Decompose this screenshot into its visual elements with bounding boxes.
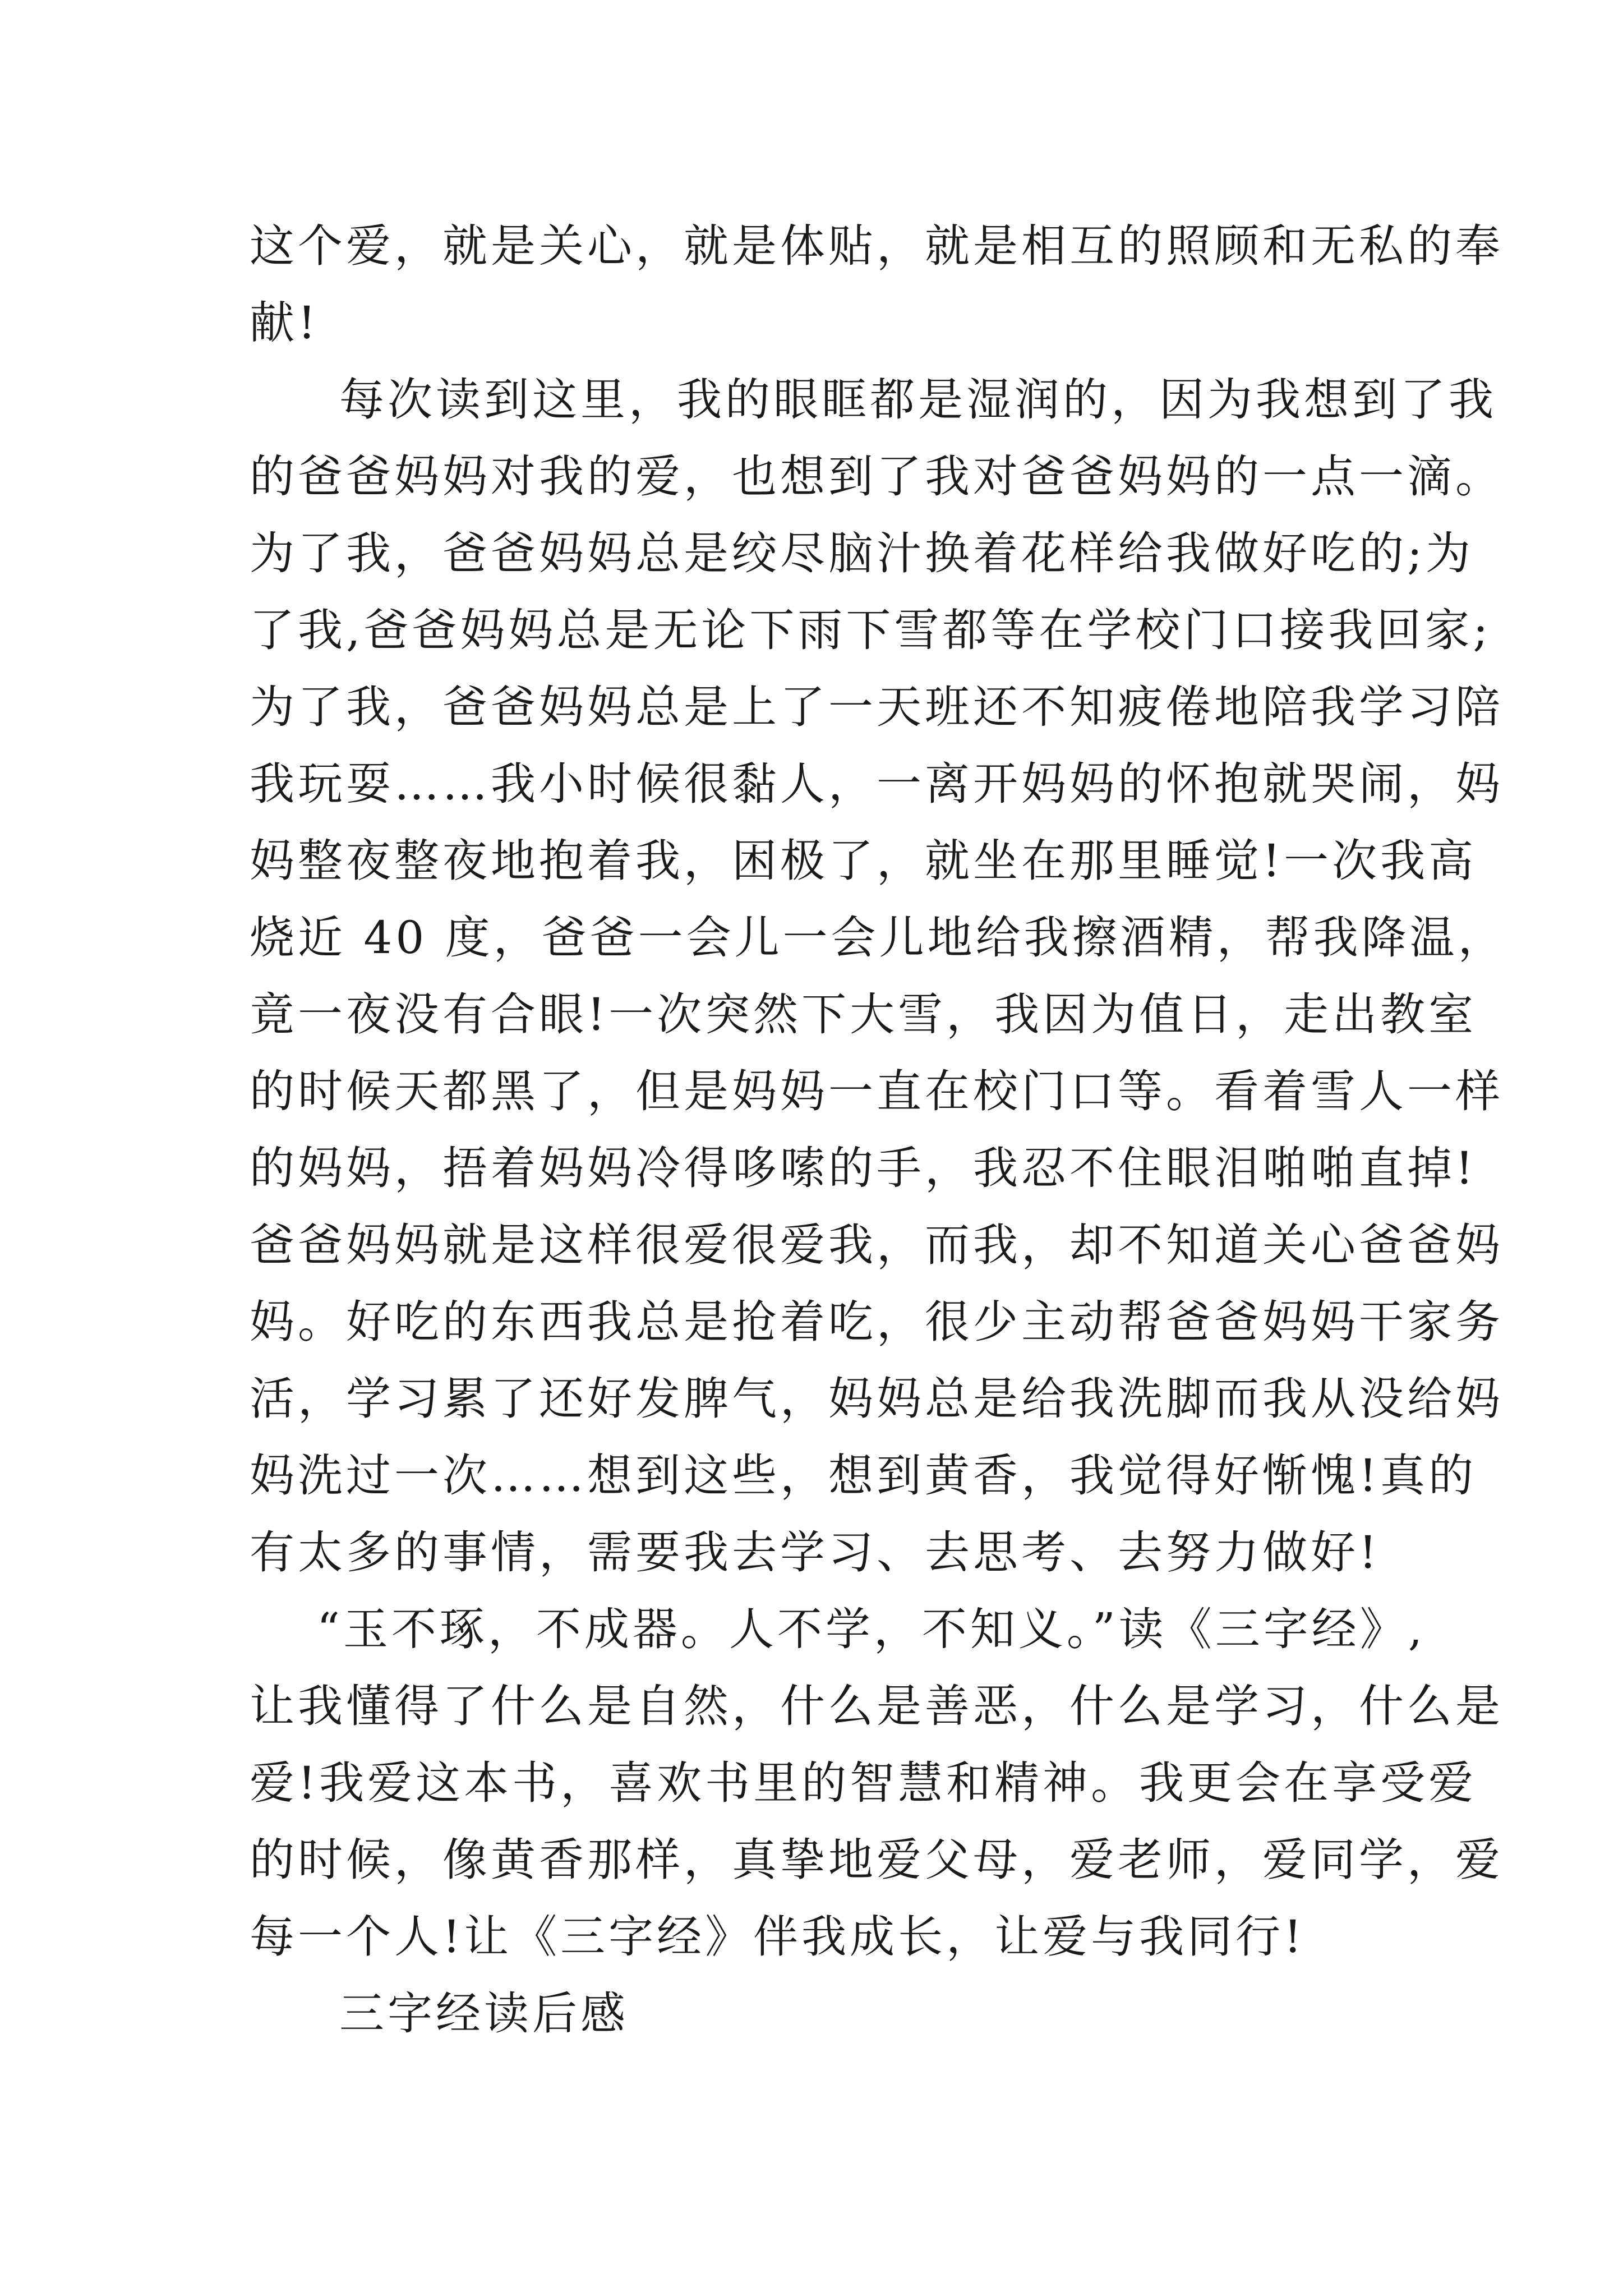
text-line: 妈洗过一次……想到这些，想到黄香，我觉得好惭愧!真的 <box>250 1450 1477 1502</box>
text-line: 妈整夜整夜地抱着我，困极了，就坐在那里睡觉!一次我高 <box>250 835 1477 887</box>
text-line: 活，学习累了还好发脾气，妈妈总是给我洗脚而我从没给妈 <box>250 1373 1504 1425</box>
text-line: 我玩耍……我小时候很黏人，一离开妈妈的怀抱就哭闹，妈 <box>250 758 1504 810</box>
text-line: 竟一夜没有合眼!一次突然下大雪，我因为值日，走出教室 <box>250 988 1477 1041</box>
text-line: 爱!我爱这本书，喜欢书里的智慧和精神。我更会在享受爱 <box>250 1757 1477 1809</box>
text-line: 的妈妈，捂着妈妈冷得哆嗦的手，我忍不住眼泪啪啪直掉! <box>250 1142 1477 1194</box>
text-line: 这个爱，就是关心，就是体贴，就是相互的照顾和无私的奉 <box>250 220 1504 272</box>
paragraph-start-line: “玉不琢，不成器。人不学，不知义。”读《三字经》, <box>317 1603 1426 1655</box>
document-body <box>250 208 1506 2052</box>
text-line: 爸爸妈妈就是这样很爱很爱我，而我，却不知道关心爸爸妈 <box>250 1219 1504 1271</box>
text-line: 有太多的事情，需要我去学习、去思考、去努力做好! <box>250 1526 1381 1579</box>
text-line: 为了我，爸爸妈妈总是绞尽脑汁换着花样给我做好吃的;为 <box>250 527 1474 579</box>
text-line: 妈。好吃的东西我总是抢着吃，很少主动帮爸爸妈妈干家务 <box>250 1296 1504 1348</box>
text-line: 献! <box>250 297 320 349</box>
text-line: 让我懂得了什么是自然，什么是善恶，什么是学习，什么是 <box>250 1680 1504 1732</box>
text-line: 的爸爸妈妈对我的爱，也想到了我对爸爸妈妈的一点一滴。 <box>250 450 1504 503</box>
text-line: 了我,爸爸妈妈总是无论下雨下雪都等在学校门口接我回家; <box>250 604 1492 656</box>
text-line: 的时候天都黑了，但是妈妈一直在校门口等。看着雪人一样 <box>250 1065 1504 1117</box>
text-line: 的时候，像黄香那样，真挚地爱父母，爱老师，爱同学，爱 <box>250 1834 1504 1886</box>
text-line: 为了我，爸爸妈妈总是上了一天班还不知疲倦地陪我学习陪 <box>250 681 1504 733</box>
text-line: 每一个人!让《三字经》伴我成长，让爱与我同行! <box>250 1911 1306 1963</box>
paragraph-start-line: 每次读到这里，我的眼眶都是湿润的，因为我想到了我 <box>339 374 1497 426</box>
section-heading: 三字经读后感 <box>339 1987 629 2040</box>
text-line: 烧近 40 度，爸爸一会儿一会儿地给我擦酒精，帮我降温， <box>250 912 1506 964</box>
